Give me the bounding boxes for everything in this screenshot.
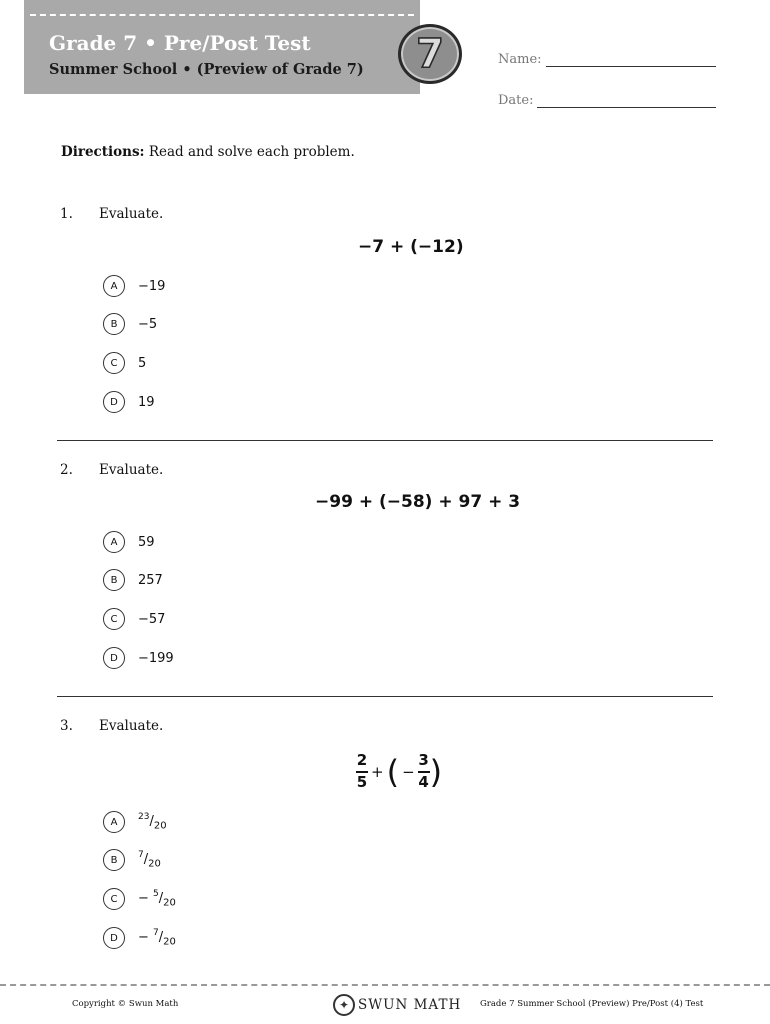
header-banner <box>24 0 420 94</box>
grade-badge <box>398 24 462 84</box>
question-3-prompt: Evaluate. <box>99 718 164 734</box>
q3-choice-d[interactable] <box>103 927 176 949</box>
name-field[interactable] <box>498 52 716 67</box>
choice-value: −199 <box>138 650 174 666</box>
question-2-expression: −99 + (−58) + 97 + 3 <box>315 492 521 512</box>
question-1-expression: −7 + (−12) <box>358 237 464 257</box>
footer-dashed-line <box>0 984 770 986</box>
choice-value: 19 <box>138 394 155 410</box>
swun-math-logo-icon: ✦ <box>333 994 355 1016</box>
choice-numerator: 5 <box>153 889 159 900</box>
q2-choice-d[interactable] <box>103 647 174 669</box>
footer-test-info: Grade 7 Summer School (Preview) Pre/Post (4) Test <box>480 999 704 1009</box>
question-3-number: 3. <box>60 718 73 734</box>
fraction <box>418 753 430 791</box>
test-subtitle: Summer School • (Preview of Grade 7) <box>49 61 364 78</box>
choice-sign: − <box>138 891 149 907</box>
choice-sign: − <box>138 930 149 946</box>
choice-bubble[interactable]: A <box>103 531 125 553</box>
choice-value: 5 <box>138 355 147 371</box>
q3-choice-b[interactable] <box>103 849 161 871</box>
directions-text: Read and solve each problem. <box>148 144 355 160</box>
numerator: 3 <box>418 751 429 770</box>
choice-numerator: 23 <box>138 812 150 823</box>
q1-choice-d[interactable] <box>103 391 155 413</box>
left-paren: ( <box>386 753 400 791</box>
name-line[interactable] <box>546 66 716 67</box>
denominator: 5 <box>356 773 368 791</box>
choice-value: − $^5/_{20}$ <box>138 889 176 909</box>
choice-bubble[interactable]: C <box>103 888 125 910</box>
logo-text: SWUN MATH <box>358 997 462 1013</box>
choice-value: −5 <box>138 316 158 332</box>
choice-value: −57 <box>138 611 166 627</box>
negative-sign: − <box>402 763 415 781</box>
q1-choice-c[interactable] <box>103 352 146 374</box>
directions <box>61 144 355 160</box>
choice-denominator: 20 <box>148 858 161 870</box>
question-divider <box>57 696 713 697</box>
q2-choice-b[interactable] <box>103 569 163 591</box>
choice-bubble[interactable]: A <box>103 275 125 297</box>
fraction <box>356 753 368 791</box>
directions-label: Directions: <box>61 144 145 160</box>
choice-bubble[interactable]: D <box>103 927 125 949</box>
copyright-text: Copyright © Swun Math <box>72 999 179 1009</box>
denominator: 4 <box>418 773 429 791</box>
choice-bubble[interactable]: C <box>103 352 125 374</box>
q2-choice-a[interactable] <box>103 531 155 553</box>
question-divider <box>57 440 713 441</box>
question-1-prompt: Evaluate. <box>99 206 164 222</box>
choice-value: −19 <box>138 278 166 294</box>
question-3-expression <box>356 750 442 794</box>
question-2-prompt: Evaluate. <box>99 462 164 478</box>
choice-numerator: 7 <box>138 850 144 861</box>
choice-value: 257 <box>138 572 163 588</box>
choice-bubble[interactable]: B <box>103 849 125 871</box>
question-1-number: 1. <box>60 206 73 222</box>
date-label: Date: <box>498 93 534 108</box>
q1-choice-a[interactable] <box>103 275 165 297</box>
choice-bubble[interactable]: C <box>103 608 125 630</box>
plus-sign: + <box>371 763 384 781</box>
choice-value: 59 <box>138 534 155 550</box>
choice-bubble[interactable]: D <box>103 647 125 669</box>
swun-math-logo <box>333 994 461 1016</box>
q3-choice-a[interactable] <box>103 811 167 833</box>
banner-dashed-line <box>30 14 414 16</box>
choice-bubble[interactable]: B <box>103 313 125 335</box>
choice-numerator: 7 <box>153 928 159 939</box>
choice-value: − $^7/_{20}$ <box>138 928 176 948</box>
q3-choice-c[interactable] <box>103 888 176 910</box>
q1-choice-b[interactable] <box>103 313 157 335</box>
right-paren: ) <box>429 753 443 791</box>
numerator: 2 <box>356 751 368 770</box>
date-line[interactable] <box>537 107 716 108</box>
choice-bubble[interactable]: A <box>103 811 125 833</box>
name-label: Name: <box>498 52 542 67</box>
choice-bubble[interactable]: B <box>103 569 125 591</box>
choice-value: $^{23}/_{20}$ <box>138 812 167 832</box>
q2-choice-c[interactable] <box>103 608 165 630</box>
date-field[interactable] <box>498 93 716 108</box>
test-title: Grade 7 • Pre/Post Test <box>49 31 311 55</box>
grade-number: 7 <box>416 31 444 77</box>
choice-denominator: 20 <box>163 936 176 948</box>
choice-bubble[interactable]: D <box>103 391 125 413</box>
choice-denominator: 20 <box>153 820 167 832</box>
question-2-number: 2. <box>60 462 73 478</box>
choice-value: $^7/_{20}$ <box>138 850 161 870</box>
choice-denominator: 20 <box>163 897 176 909</box>
